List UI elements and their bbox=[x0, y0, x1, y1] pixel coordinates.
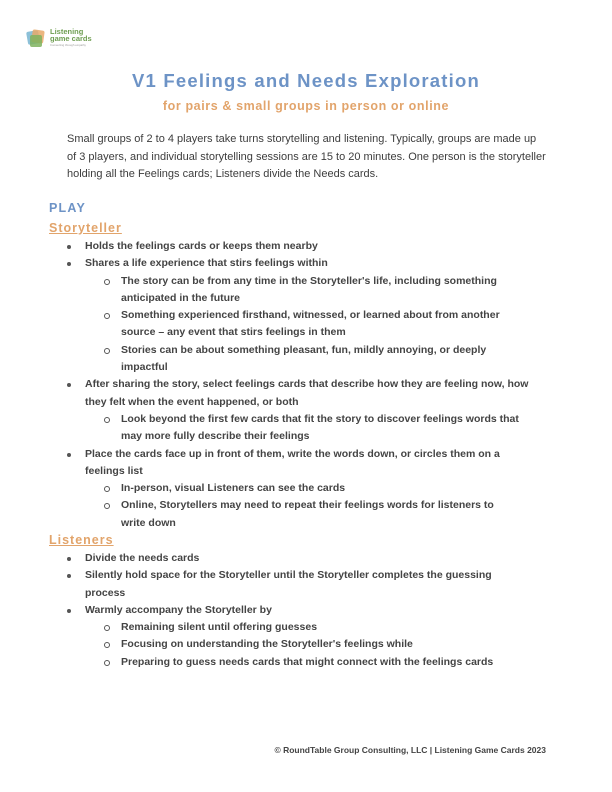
listeners-list bbox=[0, 550, 612, 671]
page-subtitle: for pairs & small groups in person or online bbox=[162, 99, 450, 113]
listeners-heading: Listeners bbox=[49, 533, 114, 547]
bullet-icon bbox=[67, 245, 71, 249]
logo-tagline: Connecting through empathy bbox=[50, 43, 86, 47]
sub-list-item: In-person, visual Listeners can see the cards bbox=[0, 480, 521, 497]
circle-bullet-icon bbox=[104, 625, 110, 631]
sub-list-item: Preparing to guess needs cards that might connect with the feelings cards bbox=[0, 654, 521, 671]
list-item: After sharing the story, select feelings cards that describe how they are feeling now, how they felt when the event happened, or both bbox=[0, 376, 530, 411]
bullet-icon bbox=[67, 383, 71, 387]
footer-copyright: © RoundTable Group Consulting, LLC | Listening Game Cards 2023 bbox=[274, 745, 546, 755]
sub-list-item: Something experienced firsthand, witnessed, or learned about from another source – any event that stirs feelings in them bbox=[0, 307, 521, 342]
sub-list-item: Look beyond the first few cards that fit the story to discover feelings words that may more fully describe their feelings bbox=[0, 411, 521, 446]
circle-bullet-icon bbox=[104, 313, 110, 319]
list-item: Place the cards face up in front of them, write the words down, or circles them on a feelings list bbox=[0, 446, 530, 481]
list-item: Silently hold space for the Storyteller until the Storyteller completes the guessing process bbox=[0, 567, 530, 602]
page-title: V1 Feelings and Needs Exploration bbox=[131, 70, 480, 91]
play-heading: PLAY bbox=[49, 201, 86, 215]
list-item: Divide the needs cards bbox=[0, 550, 530, 567]
logo bbox=[26, 27, 116, 51]
circle-bullet-icon bbox=[104, 642, 110, 648]
circle-bullet-icon bbox=[104, 486, 110, 492]
circle-bullet-icon bbox=[104, 417, 110, 423]
sub-list-item: Focusing on understanding the Storyteller's feelings while bbox=[0, 636, 521, 653]
list-item: Shares a life experience that stirs feelings within bbox=[0, 255, 530, 272]
sub-list-item: Online, Storytellers may need to repeat their feelings words for listeners to write down bbox=[0, 497, 521, 532]
intro-paragraph: Small groups of 2 to 4 players take turns storytelling and listening. Typically, groups are made up of 3 players, and individual storytelling sessions are 15 to 20 minutes. One person is the storyteller holding all the Feelings cards; Listeners divide the Needs cards. bbox=[67, 133, 546, 180]
sub-list-item: The story can be from any time in the Storyteller's life, including something anticipated in the future bbox=[0, 273, 521, 308]
storyteller-heading: Storyteller bbox=[49, 221, 122, 235]
circle-bullet-icon bbox=[104, 503, 110, 509]
circle-bullet-icon bbox=[104, 660, 110, 666]
bullet-icon bbox=[67, 557, 71, 561]
circle-bullet-icon bbox=[104, 348, 110, 354]
list-item: Holds the feelings cards or keeps them nearby bbox=[0, 238, 530, 255]
logo-name: Listening game cards bbox=[50, 27, 92, 43]
circle-bullet-icon bbox=[104, 279, 110, 285]
logo-mark-icon bbox=[26, 27, 48, 49]
sub-list-item: Remaining silent until offering guesses bbox=[0, 619, 521, 636]
bullet-icon bbox=[67, 574, 71, 578]
bullet-icon bbox=[67, 262, 71, 266]
list-item: Warmly accompany the Storyteller by bbox=[0, 602, 530, 619]
sub-list-item: Stories can be about something pleasant, fun, mildly annoying, or deeply impactful bbox=[0, 342, 521, 377]
bullet-icon bbox=[67, 609, 71, 613]
bullet-icon bbox=[67, 453, 71, 457]
storyteller-list bbox=[0, 238, 612, 532]
